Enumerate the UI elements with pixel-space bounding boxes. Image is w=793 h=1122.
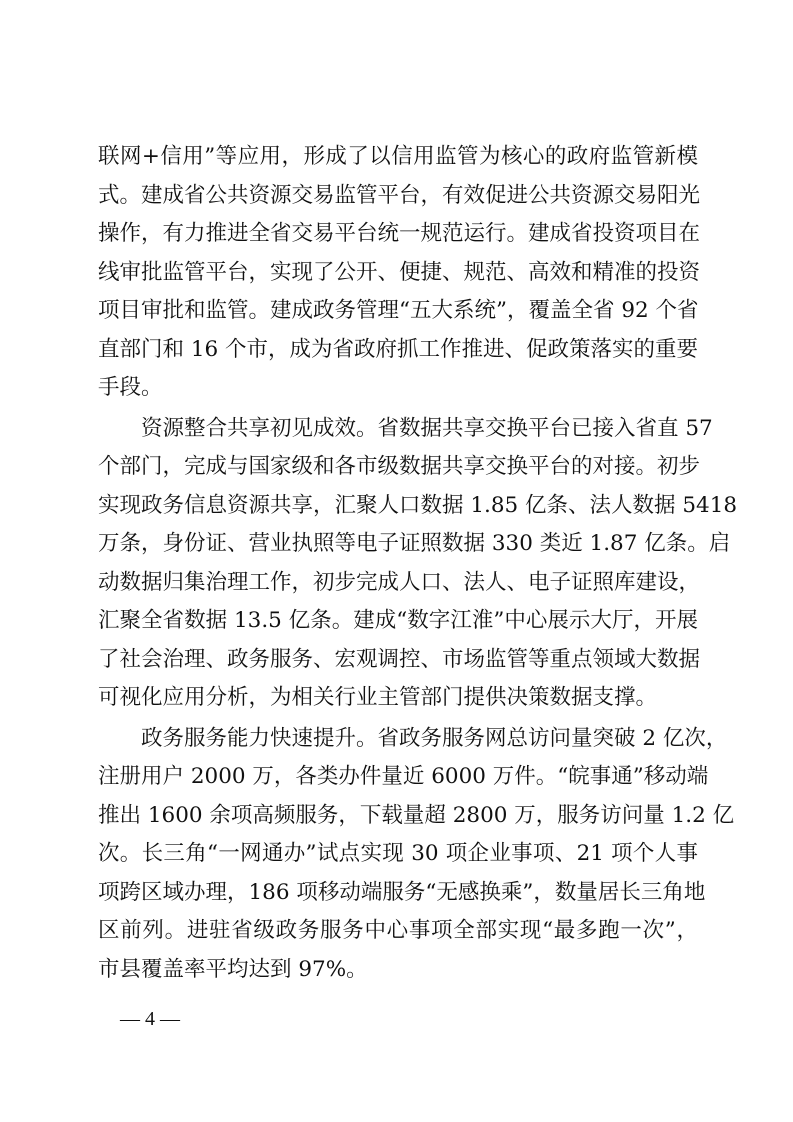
- text-line: 动数据归集治理工作，初步完成人口、法人、电子证照库建设，: [98, 569, 701, 595]
- paragraph-first-line: 资源整合共享初见成效。省数据共享交换平台已接入省直 57: [141, 415, 713, 441]
- document-body: [98, 138, 738, 989]
- text-line: 推出 1600 余项高频服务，下载量超 2800 万，服务访问量 1.2 亿: [98, 802, 735, 828]
- text-line: 汇聚全省数据 13.5 亿条。建成“数字江淮”中心展示大厅，开展: [98, 608, 698, 633]
- text-line: 区前列。进驻省级政务服务中心事项全部实现“最多跑一次”，: [98, 918, 698, 943]
- text-line: 注册用户 2000 万，各类办件量近 6000 万件。“皖事通”移动端: [98, 764, 709, 789]
- text-line: 个部门，完成与国家级和各市级数据共享交换平台的对接。初步: [98, 454, 701, 479]
- text-line: 项目审批和监管。建成政务管理“五大系统”，覆盖全省 92 个省: [98, 298, 699, 323]
- text-line: 式。建成省公共资源交易监管平台，有效促进公共资源交易阳光: [98, 182, 701, 208]
- text-line: 联网+信用”等应用，形成了以信用监管为核心的政府监管新模: [98, 144, 698, 169]
- page-number: — 4 —: [120, 1008, 180, 1030]
- text-line: 手段。: [98, 375, 163, 400]
- text-line: 直部门和 16 个市，成为省政府抓工作推进、促政策落实的重要: [98, 336, 699, 362]
- text-line: 可视化应用分析，为相关行业主管部门提供决策数据支撑。: [98, 685, 658, 710]
- text-line: 线审批监管平台，实现了公开、便捷、规范、高效和精准的投资: [98, 259, 701, 285]
- text-line: 实现政务信息资源共享，汇聚人口数据 1.85 亿条、法人数据 5418: [98, 492, 738, 518]
- text-line: 了社会治理、政务服务、宏观调控、市场监管等重点领域大数据: [98, 646, 701, 672]
- paragraph-first-line: 政务服务能力快速提升。省政务服务网总访问量突破 2 亿次，: [141, 725, 728, 751]
- text-line: 万条，身份证、营业执照等电子证照数据 330 类近 1.87 亿条。启: [98, 531, 731, 556]
- text-line: 次。长三角“一网通办”试点实现 30 项企业事项、21 项个人事: [98, 841, 698, 866]
- text-line: 市县覆盖率平均达到 97%。: [98, 956, 368, 982]
- text-line: 项跨区域办理，186 项移动端服务“无感换乘”，数量居长三角地: [98, 879, 706, 905]
- text-line: 操作，有力推进全省交易平台统一规范运行。建成省投资项目在: [98, 221, 701, 246]
